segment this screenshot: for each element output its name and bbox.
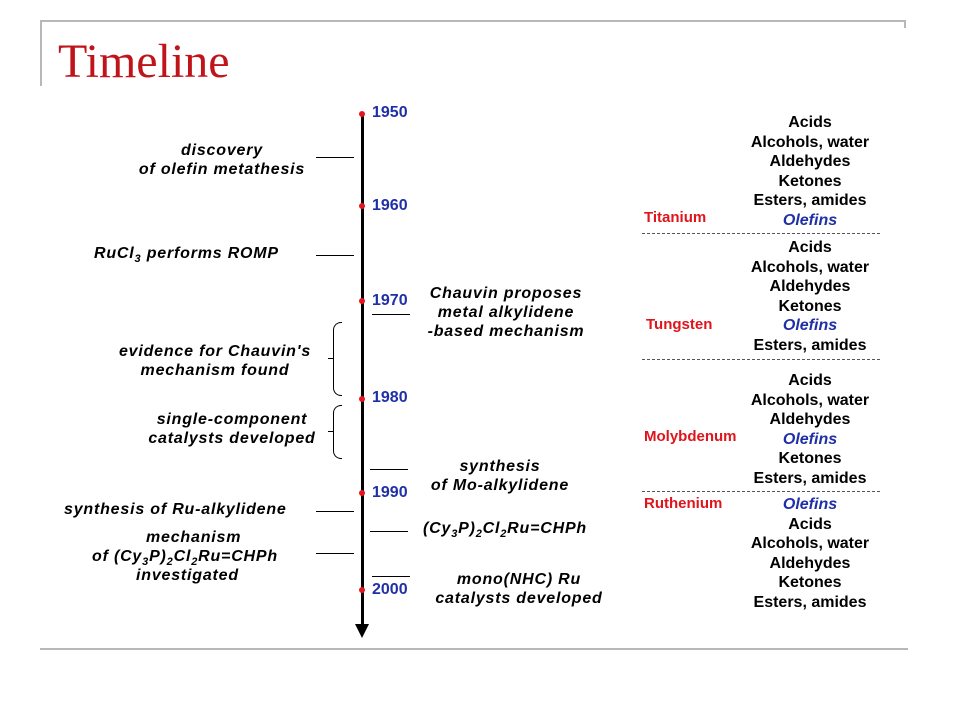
metal-tungsten: Tungsten — [646, 316, 713, 333]
group-item: Alcohols, water — [750, 258, 870, 276]
frame-bottom-line — [40, 648, 908, 650]
event-olefin-metathesis-discovery — [128, 141, 316, 179]
year-1960: 1960 — [372, 197, 408, 214]
formula-subscript: 3 — [142, 556, 150, 569]
group-item: Ketones — [778, 450, 842, 467]
event-line: Chauvin proposes — [429, 285, 583, 302]
brace-1980s — [333, 405, 342, 459]
year-1970: 1970 — [372, 292, 408, 309]
tick-nhc — [372, 576, 410, 577]
group-item: Esters, amides — [753, 593, 867, 611]
slide-title: Timeline — [58, 35, 230, 88]
event-line: discovery — [181, 142, 263, 159]
group-item: Ketones — [778, 574, 842, 591]
formula-part: of (Cy — [92, 548, 143, 565]
tick-ru-alkylidene — [316, 511, 354, 512]
group-item-olefins: Olefins — [782, 317, 838, 334]
dashed-divider — [642, 233, 880, 234]
group-item: Ketones — [778, 172, 842, 190]
year-dot-2000 — [359, 587, 365, 593]
tick-mechanism — [316, 553, 354, 554]
event-ru-alkylidene-synthesis: synthesis of Ru-alkylidene — [64, 501, 287, 518]
event-text: performs ROMP — [141, 245, 279, 262]
event-line: -based mechanism — [427, 323, 585, 340]
group-item: Aldehydes — [769, 411, 851, 428]
event-mechanism-investigated: investigated — [136, 567, 239, 584]
event-line: mechanism found — [140, 362, 290, 379]
formula-part: Ru=CHPh — [507, 520, 587, 537]
event-grubbs-catalyst — [423, 519, 587, 544]
group-item-olefins: Olefins — [782, 430, 838, 448]
molybdenum-group-list — [734, 371, 886, 488]
formula-part: Cl — [482, 520, 501, 537]
group-item: Alcohols, water — [750, 391, 870, 409]
brace-tip — [328, 431, 334, 432]
tick-chauvin — [372, 314, 410, 315]
event-subscript: 3 — [134, 253, 142, 266]
formula-subscript: 2 — [475, 528, 483, 541]
event-rucl3-romp — [94, 244, 279, 269]
group-item: Esters, amides — [753, 469, 867, 487]
metal-molybdenum: Molybdenum — [644, 428, 737, 445]
formula-subscript: 2 — [191, 556, 199, 569]
brace-1970-1980 — [333, 322, 342, 396]
event-nhc-catalysts — [424, 570, 614, 608]
group-item: Alcohols, water — [750, 133, 870, 151]
event-mechanism-title: mechanism — [146, 529, 242, 546]
group-item: Acids — [788, 239, 832, 256]
year-1990: 1990 — [372, 484, 408, 501]
formula-subscript: 2 — [500, 528, 508, 541]
event-line: synthesis — [459, 458, 541, 475]
year-1980: 1980 — [372, 389, 408, 406]
tick-mo-alkylidene — [370, 469, 408, 470]
formula-subscript: 2 — [166, 556, 174, 569]
event-chauvin-mechanism — [416, 284, 596, 341]
event-text: RuCl — [94, 245, 135, 262]
group-item: Acids — [788, 114, 832, 131]
tick-rucl3-romp — [316, 255, 354, 256]
dashed-divider — [642, 359, 880, 360]
year-dot-1950 — [359, 111, 365, 117]
year-dot-1980 — [359, 396, 365, 402]
year-dot-1960 — [359, 203, 365, 209]
event-line: of olefin metathesis — [138, 161, 306, 178]
timeline-arrowhead — [355, 624, 369, 638]
metal-titanium: Titanium — [644, 209, 707, 226]
event-line: evidence for Chauvin's — [118, 343, 312, 360]
formula-subscript: 3 — [451, 528, 459, 541]
event-line: single-component — [156, 411, 308, 428]
formula-part: (Cy — [423, 520, 452, 537]
year-dot-1990 — [359, 490, 365, 496]
formula-part: P) — [149, 548, 167, 565]
event-line: catalysts developed — [435, 590, 603, 607]
formula-part: Cl — [173, 548, 192, 565]
event-mo-alkylidene-synthesis — [416, 457, 584, 495]
tungsten-group-list — [734, 238, 886, 355]
group-item: Acids — [788, 372, 832, 389]
event-line: of Mo-alkylidene — [430, 477, 570, 494]
event-line: metal alkylidene — [437, 304, 575, 321]
year-dot-1970 — [359, 298, 365, 304]
group-item: Esters, amides — [753, 336, 867, 354]
titanium-group-list — [734, 113, 886, 230]
tick-grubbs-catalyst — [370, 531, 408, 532]
formula-part: Ru=CHPh — [198, 548, 278, 565]
group-item: Aldehydes — [769, 554, 851, 572]
frame-right-line — [904, 20, 906, 28]
group-item: Alcohols, water — [750, 535, 870, 552]
group-item: Acids — [788, 515, 832, 533]
group-item-olefins: Olefins — [782, 211, 838, 229]
event-single-component-catalysts — [138, 410, 326, 448]
event-line: mono(NHC) Ru — [456, 571, 582, 588]
tick-olefin-metathesis — [316, 157, 354, 158]
event-line: catalysts developed — [148, 430, 316, 447]
group-item: Esters, amides — [753, 192, 867, 209]
year-1950: 1950 — [372, 104, 408, 121]
event-chauvin-evidence — [104, 342, 326, 380]
frame-top-line — [40, 20, 904, 22]
group-item: Aldehydes — [769, 278, 851, 295]
metal-ruthenium: Ruthenium — [644, 495, 723, 512]
ruthenium-group-list — [734, 495, 886, 612]
frame-left-line — [40, 20, 42, 86]
dashed-divider — [642, 491, 880, 492]
formula-part: P) — [458, 520, 476, 537]
year-2000: 2000 — [372, 581, 408, 598]
group-item: Aldehydes — [769, 153, 851, 170]
group-item-olefins: Olefins — [782, 496, 838, 513]
brace-tip — [328, 358, 334, 359]
group-item: Ketones — [778, 297, 842, 315]
timeline-axis — [361, 112, 364, 628]
